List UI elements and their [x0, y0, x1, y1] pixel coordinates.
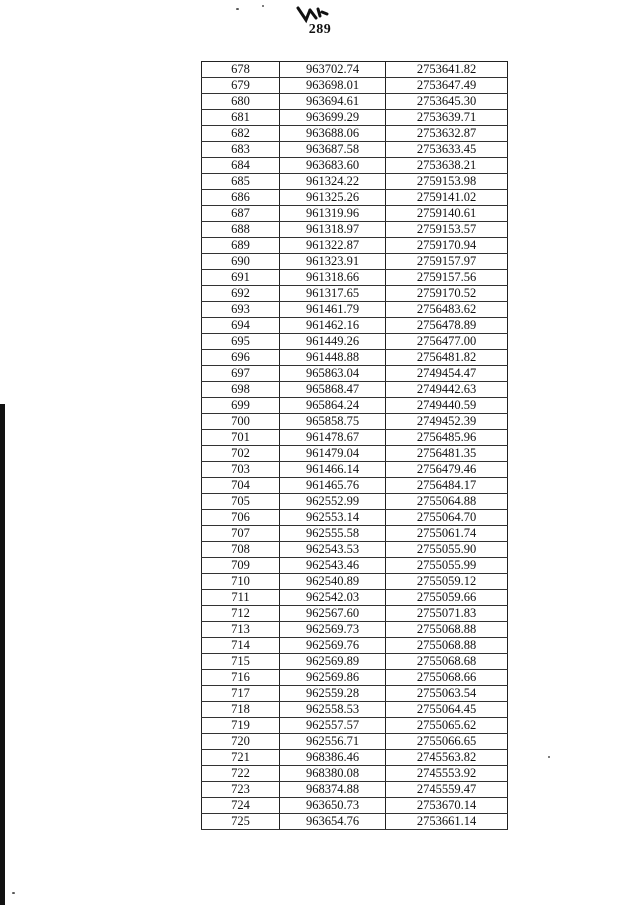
point-number-cell: 703 — [202, 462, 280, 478]
x-coordinate-cell: 961465.76 — [280, 478, 386, 494]
table-row — [202, 414, 508, 430]
table-row — [202, 158, 508, 174]
y-coordinate-cell: 2756481.82 — [386, 350, 508, 366]
x-coordinate-cell: 963687.58 — [280, 142, 386, 158]
y-coordinate-cell: 2755064.70 — [386, 510, 508, 526]
x-coordinate-cell: 961478.67 — [280, 430, 386, 446]
y-coordinate-cell: 2755068.68 — [386, 654, 508, 670]
y-coordinate-cell: 2753641.82 — [386, 62, 508, 78]
point-number-cell: 705 — [202, 494, 280, 510]
y-coordinate-cell: 2756484.17 — [386, 478, 508, 494]
table-row — [202, 462, 508, 478]
x-coordinate-cell: 961462.16 — [280, 318, 386, 334]
point-number-cell: 690 — [202, 254, 280, 270]
y-coordinate-cell: 2745553.92 — [386, 766, 508, 782]
point-number-cell: 695 — [202, 334, 280, 350]
y-coordinate-cell: 2759140.61 — [386, 206, 508, 222]
table-row — [202, 430, 508, 446]
y-coordinate-cell: 2759141.02 — [386, 190, 508, 206]
x-coordinate-cell: 962556.71 — [280, 734, 386, 750]
table-row — [202, 638, 508, 654]
y-coordinate-cell: 2756477.00 — [386, 334, 508, 350]
x-coordinate-cell: 962542.03 — [280, 590, 386, 606]
x-coordinate-cell: 963694.61 — [280, 94, 386, 110]
table-row — [202, 142, 508, 158]
table-row — [202, 542, 508, 558]
y-coordinate-cell: 2755055.90 — [386, 542, 508, 558]
scan-speck — [12, 892, 15, 894]
x-coordinate-cell: 961318.66 — [280, 270, 386, 286]
y-coordinate-cell: 2755071.83 — [386, 606, 508, 622]
x-coordinate-cell: 965868.47 — [280, 382, 386, 398]
scan-speck — [236, 8, 239, 10]
y-coordinate-cell: 2755064.88 — [386, 494, 508, 510]
y-coordinate-cell: 2755068.88 — [386, 622, 508, 638]
x-coordinate-cell: 962557.57 — [280, 718, 386, 734]
table-row — [202, 526, 508, 542]
x-coordinate-cell: 961322.87 — [280, 238, 386, 254]
point-number-cell: 691 — [202, 270, 280, 286]
y-coordinate-cell: 2755068.66 — [386, 670, 508, 686]
point-number-cell: 721 — [202, 750, 280, 766]
point-number-cell: 712 — [202, 606, 280, 622]
coordinates-table — [201, 61, 508, 830]
table-row — [202, 78, 508, 94]
point-number-cell: 704 — [202, 478, 280, 494]
x-coordinate-cell: 963654.76 — [280, 814, 386, 830]
x-coordinate-cell: 962555.58 — [280, 526, 386, 542]
x-coordinate-cell: 961319.96 — [280, 206, 386, 222]
x-coordinate-cell: 961324.22 — [280, 174, 386, 190]
y-coordinate-cell: 2759153.98 — [386, 174, 508, 190]
y-coordinate-cell: 2745563.82 — [386, 750, 508, 766]
table-row — [202, 446, 508, 462]
x-coordinate-cell: 965864.24 — [280, 398, 386, 414]
x-coordinate-cell: 963702.74 — [280, 62, 386, 78]
scan-edge-bar — [0, 404, 5, 905]
table-row — [202, 126, 508, 142]
point-number-cell: 714 — [202, 638, 280, 654]
table-row — [202, 654, 508, 670]
table-row — [202, 718, 508, 734]
table-row — [202, 766, 508, 782]
y-coordinate-cell: 2753670.14 — [386, 798, 508, 814]
y-coordinate-cell: 2759153.57 — [386, 222, 508, 238]
table-row — [202, 558, 508, 574]
table-row — [202, 222, 508, 238]
x-coordinate-cell: 965863.04 — [280, 366, 386, 382]
y-coordinate-cell: 2759170.52 — [386, 286, 508, 302]
y-coordinate-cell: 2753638.21 — [386, 158, 508, 174]
point-number-cell: 688 — [202, 222, 280, 238]
table-row — [202, 606, 508, 622]
point-number-cell: 713 — [202, 622, 280, 638]
y-coordinate-cell: 2759157.97 — [386, 254, 508, 270]
y-coordinate-cell: 2759157.56 — [386, 270, 508, 286]
x-coordinate-cell: 961317.65 — [280, 286, 386, 302]
y-coordinate-cell: 2755068.88 — [386, 638, 508, 654]
table-row — [202, 270, 508, 286]
y-coordinate-cell: 2755063.54 — [386, 686, 508, 702]
table-row — [202, 574, 508, 590]
point-number-cell: 715 — [202, 654, 280, 670]
point-number-cell: 710 — [202, 574, 280, 590]
y-coordinate-cell: 2756479.46 — [386, 462, 508, 478]
x-coordinate-cell: 962559.28 — [280, 686, 386, 702]
point-number-cell: 701 — [202, 430, 280, 446]
point-number-cell: 707 — [202, 526, 280, 542]
table-row — [202, 398, 508, 414]
y-coordinate-cell: 2755061.74 — [386, 526, 508, 542]
table-row — [202, 254, 508, 270]
y-coordinate-cell: 2745559.47 — [386, 782, 508, 798]
point-number-cell: 702 — [202, 446, 280, 462]
x-coordinate-cell: 962540.89 — [280, 574, 386, 590]
point-number-cell: 697 — [202, 366, 280, 382]
x-coordinate-cell: 961461.79 — [280, 302, 386, 318]
y-coordinate-cell: 2753645.30 — [386, 94, 508, 110]
y-coordinate-cell: 2755065.62 — [386, 718, 508, 734]
x-coordinate-cell: 962543.46 — [280, 558, 386, 574]
y-coordinate-cell: 2749454.47 — [386, 366, 508, 382]
x-coordinate-cell: 962567.60 — [280, 606, 386, 622]
point-number-cell: 683 — [202, 142, 280, 158]
table-row — [202, 94, 508, 110]
y-coordinate-cell: 2755064.45 — [386, 702, 508, 718]
x-coordinate-cell: 963650.73 — [280, 798, 386, 814]
page-number: 289 — [308, 22, 332, 37]
x-coordinate-cell: 962569.73 — [280, 622, 386, 638]
point-number-cell: 694 — [202, 318, 280, 334]
table-row — [202, 62, 508, 78]
point-number-cell: 684 — [202, 158, 280, 174]
x-coordinate-cell: 962569.86 — [280, 670, 386, 686]
table-row — [202, 174, 508, 190]
table-row — [202, 334, 508, 350]
y-coordinate-cell: 2749440.59 — [386, 398, 508, 414]
point-number-cell: 678 — [202, 62, 280, 78]
x-coordinate-cell: 968380.08 — [280, 766, 386, 782]
point-number-cell: 698 — [202, 382, 280, 398]
scan-speck — [262, 5, 264, 7]
point-number-cell: 717 — [202, 686, 280, 702]
table-row — [202, 590, 508, 606]
y-coordinate-cell: 2756485.96 — [386, 430, 508, 446]
table-row — [202, 686, 508, 702]
y-coordinate-cell: 2759170.94 — [386, 238, 508, 254]
point-number-cell: 685 — [202, 174, 280, 190]
y-coordinate-cell: 2749452.39 — [386, 414, 508, 430]
x-coordinate-cell: 962569.76 — [280, 638, 386, 654]
y-coordinate-cell: 2753632.87 — [386, 126, 508, 142]
x-coordinate-cell: 968386.46 — [280, 750, 386, 766]
table-row — [202, 110, 508, 126]
table-row — [202, 622, 508, 638]
table-row — [202, 206, 508, 222]
point-number-cell: 687 — [202, 206, 280, 222]
table-row — [202, 814, 508, 830]
x-coordinate-cell: 968374.88 — [280, 782, 386, 798]
point-number-cell: 718 — [202, 702, 280, 718]
table-row — [202, 750, 508, 766]
x-coordinate-cell: 963683.60 — [280, 158, 386, 174]
x-coordinate-cell: 961466.14 — [280, 462, 386, 478]
x-coordinate-cell: 965858.75 — [280, 414, 386, 430]
x-coordinate-cell: 962553.14 — [280, 510, 386, 526]
x-coordinate-cell: 961325.26 — [280, 190, 386, 206]
table-row — [202, 494, 508, 510]
x-coordinate-cell: 961323.91 — [280, 254, 386, 270]
point-number-cell: 700 — [202, 414, 280, 430]
y-coordinate-cell: 2755059.66 — [386, 590, 508, 606]
table-row — [202, 478, 508, 494]
y-coordinate-cell: 2753633.45 — [386, 142, 508, 158]
y-coordinate-cell: 2753661.14 — [386, 814, 508, 830]
point-number-cell: 716 — [202, 670, 280, 686]
x-coordinate-cell: 961318.97 — [280, 222, 386, 238]
x-coordinate-cell: 963688.06 — [280, 126, 386, 142]
point-number-cell: 708 — [202, 542, 280, 558]
y-coordinate-cell: 2756483.62 — [386, 302, 508, 318]
table-row — [202, 670, 508, 686]
x-coordinate-cell: 961449.26 — [280, 334, 386, 350]
x-coordinate-cell: 962558.53 — [280, 702, 386, 718]
table-row — [202, 510, 508, 526]
table-row — [202, 702, 508, 718]
y-coordinate-cell: 2749442.63 — [386, 382, 508, 398]
y-coordinate-cell: 2753647.49 — [386, 78, 508, 94]
point-number-cell: 679 — [202, 78, 280, 94]
x-coordinate-cell: 961448.88 — [280, 350, 386, 366]
y-coordinate-cell: 2755059.12 — [386, 574, 508, 590]
point-number-cell: 723 — [202, 782, 280, 798]
point-number-cell: 680 — [202, 94, 280, 110]
table-row — [202, 238, 508, 254]
table-row — [202, 190, 508, 206]
y-coordinate-cell: 2756481.35 — [386, 446, 508, 462]
point-number-cell: 719 — [202, 718, 280, 734]
y-coordinate-cell: 2755055.99 — [386, 558, 508, 574]
point-number-cell: 699 — [202, 398, 280, 414]
x-coordinate-cell: 962552.99 — [280, 494, 386, 510]
table-row — [202, 286, 508, 302]
table-row — [202, 382, 508, 398]
table-row — [202, 302, 508, 318]
scan-speck — [548, 756, 550, 758]
point-number-cell: 720 — [202, 734, 280, 750]
x-coordinate-cell: 962569.89 — [280, 654, 386, 670]
x-coordinate-cell: 963698.01 — [280, 78, 386, 94]
point-number-cell: 682 — [202, 126, 280, 142]
table-row — [202, 350, 508, 366]
point-number-cell: 709 — [202, 558, 280, 574]
x-coordinate-cell: 962543.53 — [280, 542, 386, 558]
point-number-cell: 692 — [202, 286, 280, 302]
y-coordinate-cell: 2755066.65 — [386, 734, 508, 750]
table-row — [202, 366, 508, 382]
point-number-cell: 689 — [202, 238, 280, 254]
x-coordinate-cell: 961479.04 — [280, 446, 386, 462]
point-number-cell: 681 — [202, 110, 280, 126]
y-coordinate-cell: 2756478.89 — [386, 318, 508, 334]
point-number-cell: 724 — [202, 798, 280, 814]
point-number-cell: 722 — [202, 766, 280, 782]
point-number-cell: 725 — [202, 814, 280, 830]
point-number-cell: 696 — [202, 350, 280, 366]
table-row — [202, 734, 508, 750]
point-number-cell: 693 — [202, 302, 280, 318]
table-row — [202, 318, 508, 334]
point-number-cell: 706 — [202, 510, 280, 526]
table-row — [202, 782, 508, 798]
point-number-cell: 711 — [202, 590, 280, 606]
x-coordinate-cell: 963699.29 — [280, 110, 386, 126]
point-number-cell: 686 — [202, 190, 280, 206]
table-row — [202, 798, 508, 814]
y-coordinate-cell: 2753639.71 — [386, 110, 508, 126]
